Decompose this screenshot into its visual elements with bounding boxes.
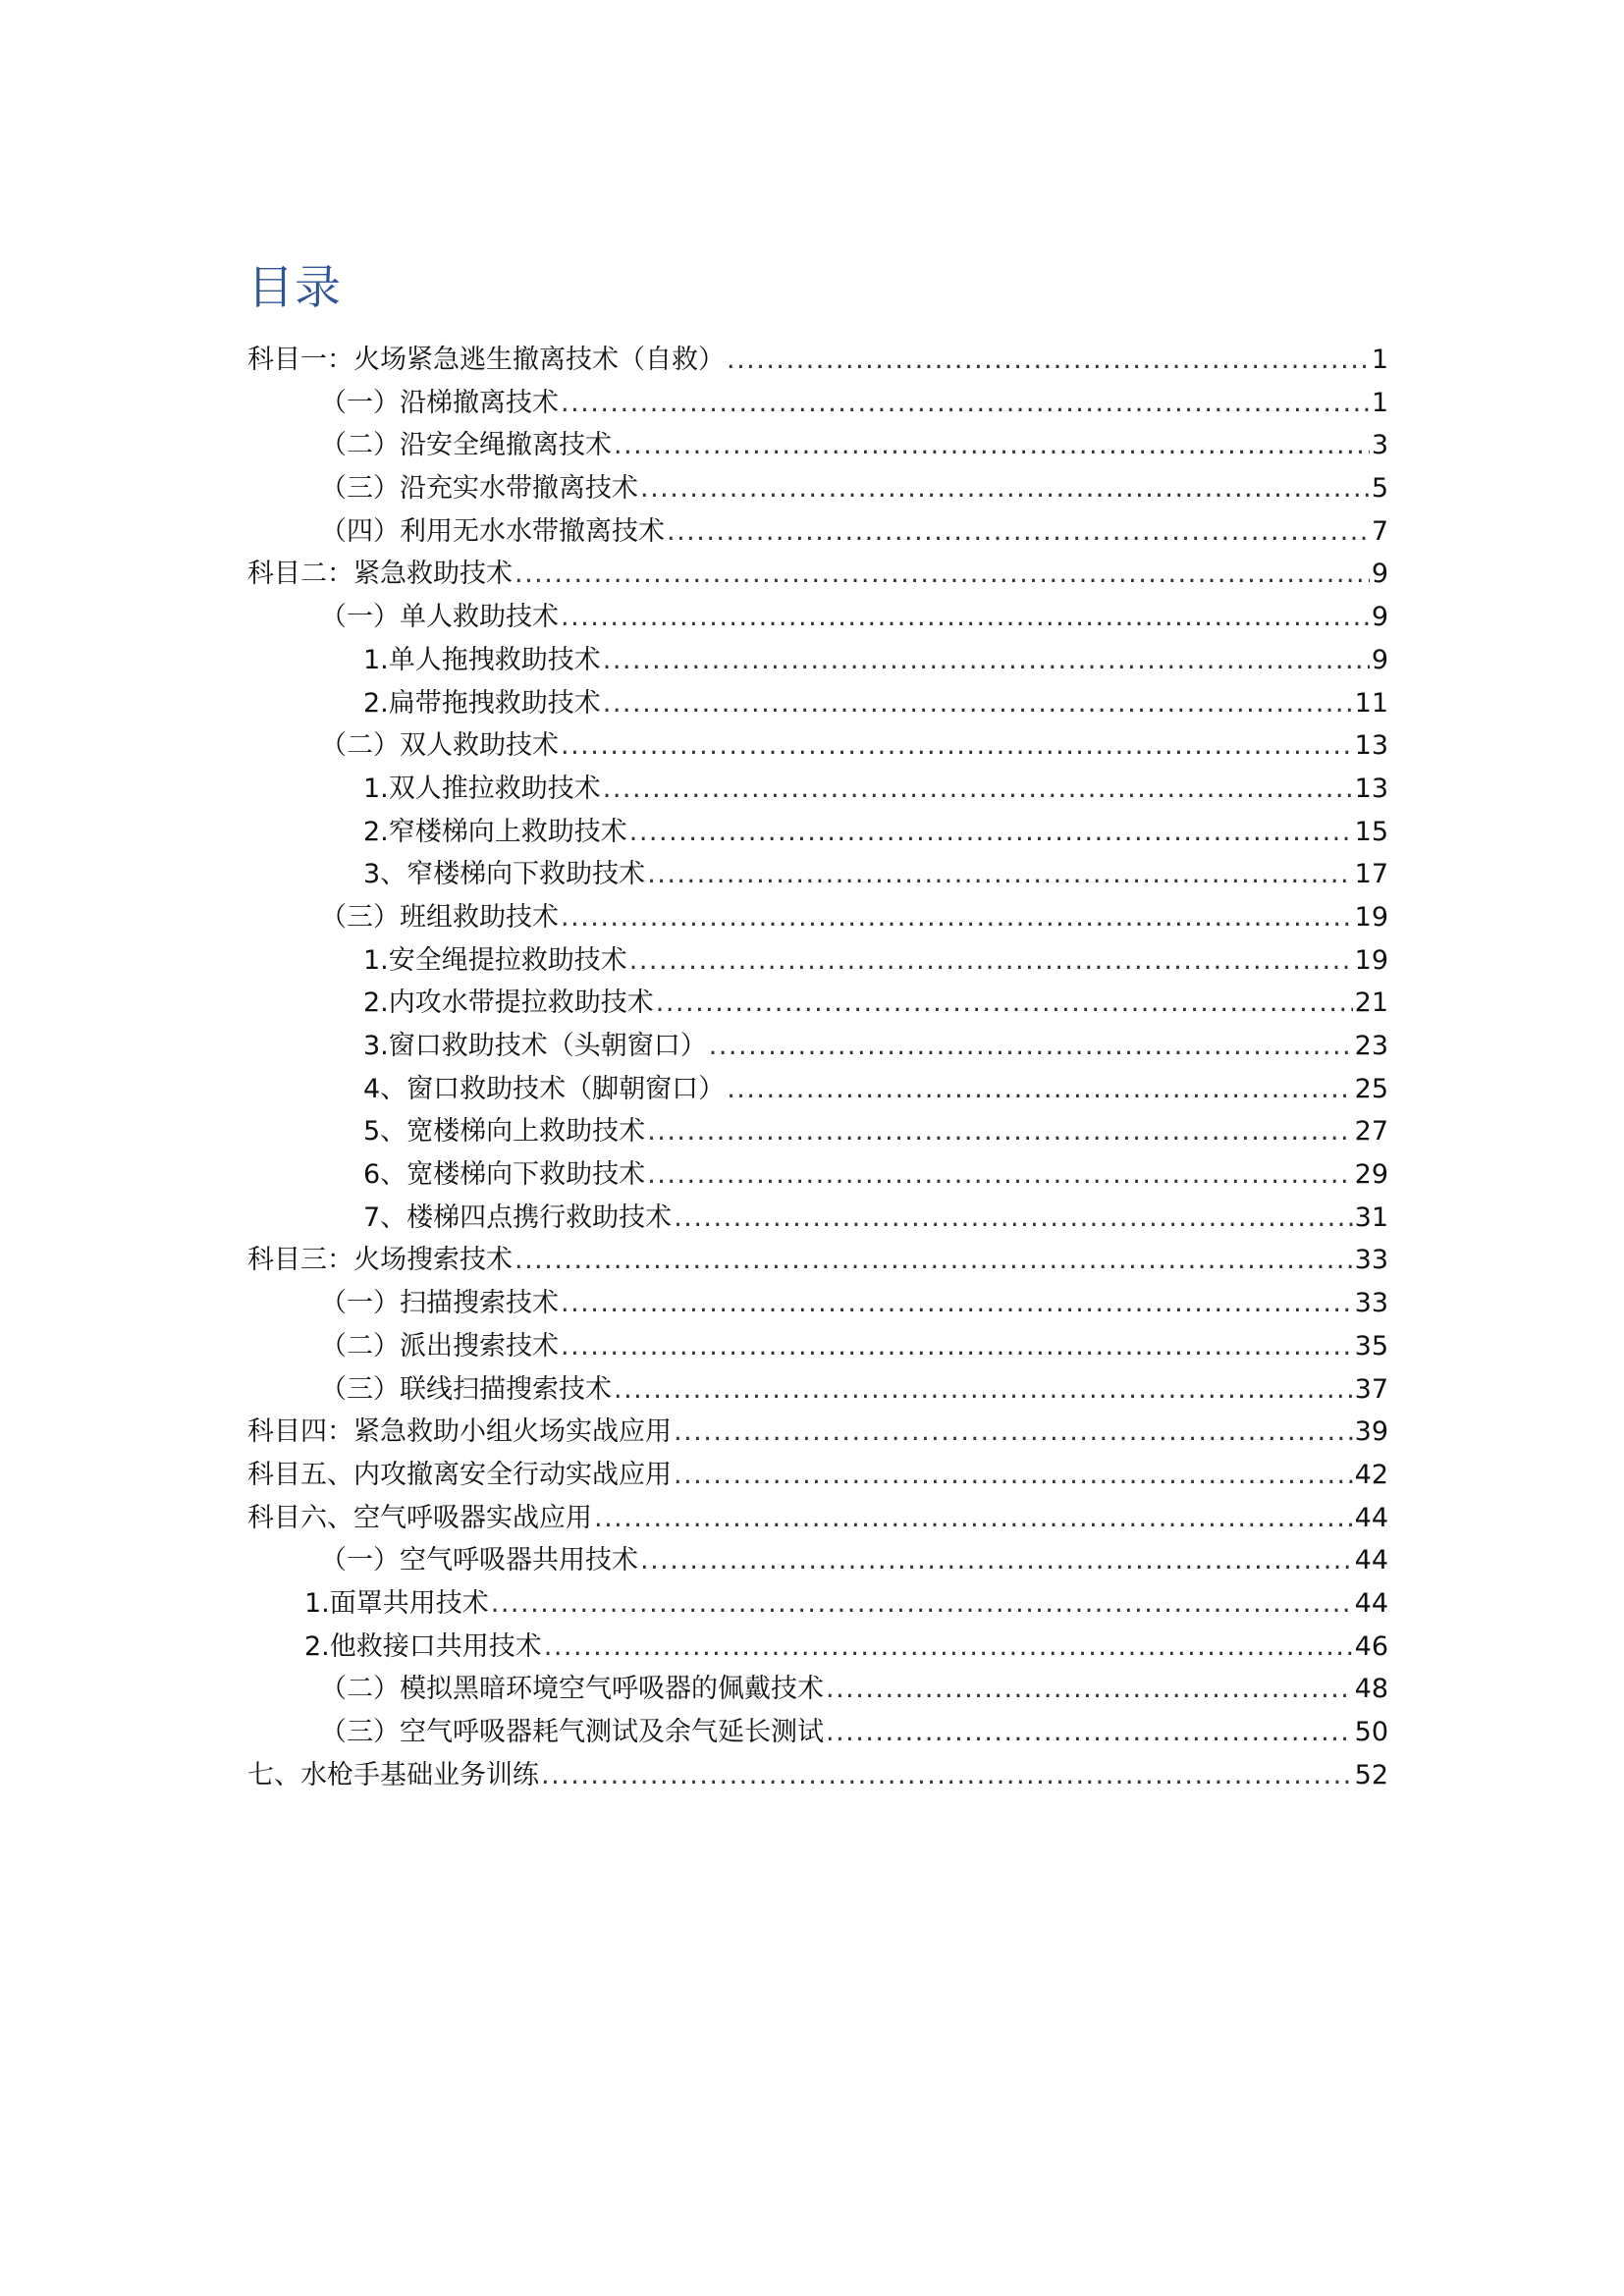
- toc-page-number: 46: [1354, 1630, 1388, 1662]
- toc-entry[interactable]: [247, 1582, 1388, 1626]
- toc-dot-leader: [647, 1153, 1352, 1197]
- toc-entry-label: （四）利用无水水带撤离技术: [320, 515, 665, 547]
- toc-entry[interactable]: [247, 1025, 1388, 1068]
- toc-dot-leader: [594, 1497, 1353, 1540]
- toc-page-number: 48: [1354, 1674, 1388, 1705]
- toc-dot-leader: [491, 1582, 1353, 1626]
- toc-entry-label: 1.面罩共用技术: [304, 1587, 489, 1619]
- toc-entry[interactable]: [247, 339, 1388, 382]
- toc-dot-leader: [561, 896, 1353, 939]
- toc-dot-leader: [614, 1368, 1353, 1412]
- toc-dot-leader: [561, 724, 1353, 768]
- toc-entry[interactable]: [247, 467, 1388, 510]
- toc-page-number: 13: [1354, 773, 1388, 804]
- toc-entry[interactable]: [247, 596, 1388, 639]
- toc-page-number: 44: [1354, 1587, 1388, 1619]
- toc-entry-label: 科目六、空气呼吸器实战应用: [247, 1502, 592, 1533]
- toc-entry-label: （三）联线扫描搜索技术: [320, 1373, 612, 1405]
- toc-entry-label: 1.单人拖拽救助技术: [363, 644, 601, 675]
- toc-entry-label: 科目三：火场搜索技术: [247, 1245, 513, 1276]
- toc-entry[interactable]: [247, 1153, 1388, 1197]
- toc-entry-label: 5、宽楼梯向上救助技术: [363, 1116, 646, 1148]
- toc-entry[interactable]: [247, 1539, 1388, 1582]
- toc-dot-leader: [674, 1454, 1353, 1497]
- toc-entry[interactable]: [247, 639, 1388, 682]
- toc-entry[interactable]: [247, 768, 1388, 811]
- toc-page-number: 9: [1371, 602, 1388, 633]
- toc-dot-leader: [640, 1539, 1353, 1582]
- toc-dot-leader: [544, 1626, 1353, 1669]
- toc-entry-label: 3、窄楼梯向下救助技术: [363, 859, 646, 890]
- toc-entry-label: 3.窗口救助技术（头朝窗口）: [363, 1031, 707, 1061]
- toc-page-number: 1: [1371, 387, 1388, 418]
- toc-entry-label: 科目二：紧急救助技术: [247, 559, 513, 590]
- toc-page-number: 25: [1354, 1073, 1388, 1104]
- toc-page-number: 39: [1354, 1416, 1388, 1448]
- toc-dot-leader: [514, 553, 1370, 596]
- toc-entry-label: （二）模拟黑暗环境空气呼吸器的佩戴技术: [320, 1674, 824, 1705]
- toc-entry-label: （二）派出搜索技术: [320, 1330, 559, 1362]
- toc-entry[interactable]: [247, 1068, 1388, 1111]
- toc-heading: 目录: [247, 261, 342, 315]
- toc-entry[interactable]: [247, 896, 1388, 939]
- toc-dot-leader: [614, 424, 1370, 467]
- toc-page-number: 7: [1371, 515, 1388, 547]
- toc-page-number: 9: [1371, 559, 1388, 590]
- toc-entry-label: 1.安全绳提拉救助技术: [363, 944, 627, 976]
- toc-page-number: 19: [1354, 901, 1388, 933]
- toc-entry[interactable]: [247, 1497, 1388, 1540]
- toc-entry[interactable]: [247, 1110, 1388, 1153]
- toc-dot-leader: [603, 639, 1370, 682]
- toc-dot-leader: [674, 1197, 1352, 1240]
- toc-dot-leader: [674, 1411, 1353, 1454]
- toc-page-number: 23: [1354, 1031, 1388, 1061]
- toc-dot-leader: [514, 1239, 1353, 1282]
- toc-page-number: 27: [1354, 1116, 1388, 1148]
- toc-entry-label: （三）空气呼吸器耗气测试及余气延长测试: [320, 1717, 824, 1747]
- toc-page-number: 44: [1354, 1502, 1388, 1533]
- toc-entry-label: 1.双人推拉救助技术: [363, 773, 601, 804]
- toc-page-number: 37: [1354, 1373, 1388, 1405]
- toc-entry-label: 科目五、内攻撤离安全行动实战应用: [247, 1459, 672, 1490]
- toc-dot-leader: [561, 382, 1370, 425]
- toc-entry[interactable]: [247, 1197, 1388, 1240]
- toc-entry-label: （一）单人救助技术: [320, 602, 559, 633]
- toc-entry[interactable]: [247, 424, 1388, 467]
- toc-entry-label: 6、宽楼梯向下救助技术: [363, 1159, 646, 1191]
- toc-entry-label: 七、水枪手基础业务训练: [247, 1759, 539, 1790]
- toc-page-number: 15: [1354, 816, 1388, 847]
- toc-entry[interactable]: [247, 1411, 1388, 1454]
- toc-entry-label: 2.他救接口共用技术: [304, 1630, 542, 1662]
- toc-dot-leader: [709, 1025, 1353, 1068]
- toc-page-number: 13: [1354, 730, 1388, 762]
- toc-page-number: 19: [1354, 944, 1388, 976]
- toc-entry[interactable]: [247, 1239, 1388, 1282]
- toc-entry-label: 2.窄楼梯向上救助技术: [363, 816, 627, 847]
- toc-dot-leader: [656, 982, 1353, 1025]
- toc-entry-label: 7、楼梯四点携行救助技术: [363, 1201, 673, 1233]
- toc-page-number: 29: [1354, 1159, 1388, 1191]
- toc-entry[interactable]: [247, 1626, 1388, 1669]
- toc-entry[interactable]: [247, 853, 1388, 896]
- toc-entry[interactable]: [247, 982, 1388, 1025]
- toc-dot-leader: [603, 768, 1353, 811]
- toc-entry-label: （一）沿梯撤离技术: [320, 387, 559, 418]
- toc-page-number: 21: [1354, 988, 1388, 1019]
- toc-page-number: 42: [1354, 1459, 1388, 1490]
- toc-dot-leader: [647, 1110, 1352, 1153]
- toc-entry[interactable]: [247, 382, 1388, 425]
- toc-dot-leader: [667, 510, 1370, 554]
- toc-dot-leader: [647, 853, 1352, 896]
- toc-entry[interactable]: [247, 553, 1388, 596]
- toc-entry[interactable]: [247, 724, 1388, 768]
- toc-list: [247, 339, 1388, 1796]
- toc-page-number: 17: [1354, 859, 1388, 890]
- toc-dot-leader: [561, 596, 1370, 639]
- toc-entry-label: （一）扫描搜索技术: [320, 1288, 559, 1319]
- toc-entry[interactable]: [247, 1282, 1388, 1325]
- toc-entry[interactable]: [247, 1668, 1388, 1711]
- toc-entry[interactable]: [247, 1368, 1388, 1412]
- toc-page-number: 31: [1354, 1201, 1388, 1233]
- toc-entry-label: （二）沿安全绳撤离技术: [320, 430, 612, 461]
- toc-entry[interactable]: [247, 811, 1388, 854]
- toc-page-number: 3: [1371, 430, 1388, 461]
- toc-dot-leader: [826, 1668, 1353, 1711]
- toc-page-number: 1: [1371, 345, 1388, 375]
- toc-dot-leader: [629, 811, 1353, 854]
- toc-entry-label: 2.内攻水带提拉救助技术: [363, 988, 654, 1019]
- toc-dot-leader: [826, 1711, 1353, 1754]
- toc-page-number: 9: [1371, 644, 1388, 675]
- toc-dot-leader: [727, 1068, 1352, 1111]
- toc-page-number: 11: [1354, 687, 1388, 719]
- toc-page-number: 33: [1354, 1288, 1388, 1319]
- toc-entry-label: （三）班组救助技术: [320, 901, 559, 933]
- toc-dot-leader: [640, 467, 1370, 510]
- toc-dot-leader: [561, 1282, 1353, 1325]
- toc-dot-leader: [561, 1325, 1353, 1368]
- toc-entry[interactable]: [247, 1325, 1388, 1368]
- toc-entry[interactable]: [247, 1454, 1388, 1497]
- toc-entry[interactable]: [247, 1754, 1388, 1797]
- toc-dot-leader: [541, 1754, 1353, 1797]
- toc-entry-label: 4、窗口救助技术（脚朝窗口）: [363, 1073, 726, 1104]
- toc-page-number: 50: [1354, 1717, 1388, 1747]
- toc-page-number: 33: [1354, 1245, 1388, 1276]
- toc-page-number: 5: [1371, 473, 1388, 505]
- toc-entry-label: （一）空气呼吸器共用技术: [320, 1545, 638, 1576]
- toc-dot-leader: [727, 339, 1370, 382]
- toc-entry-label: （三）沿充实水带撤离技术: [320, 473, 638, 505]
- toc-entry[interactable]: [247, 510, 1388, 554]
- toc-entry[interactable]: [247, 682, 1388, 725]
- toc-page-number: 52: [1354, 1759, 1388, 1790]
- toc-page-number: 35: [1354, 1330, 1388, 1362]
- toc-entry-label: 2.扁带拖拽救助技术: [363, 687, 601, 719]
- toc-page-number: 44: [1354, 1545, 1388, 1576]
- toc-dot-leader: [603, 682, 1353, 725]
- toc-entry-label: （二）双人救助技术: [320, 730, 559, 762]
- toc-dot-leader: [629, 939, 1353, 983]
- toc-entry[interactable]: [247, 1711, 1388, 1754]
- toc-entry-label: 科目四：紧急救助小组火场实战应用: [247, 1416, 672, 1448]
- toc-entry-label: 科目一：火场紧急逃生撤离技术（自救）: [247, 345, 725, 375]
- toc-entry[interactable]: [247, 939, 1388, 983]
